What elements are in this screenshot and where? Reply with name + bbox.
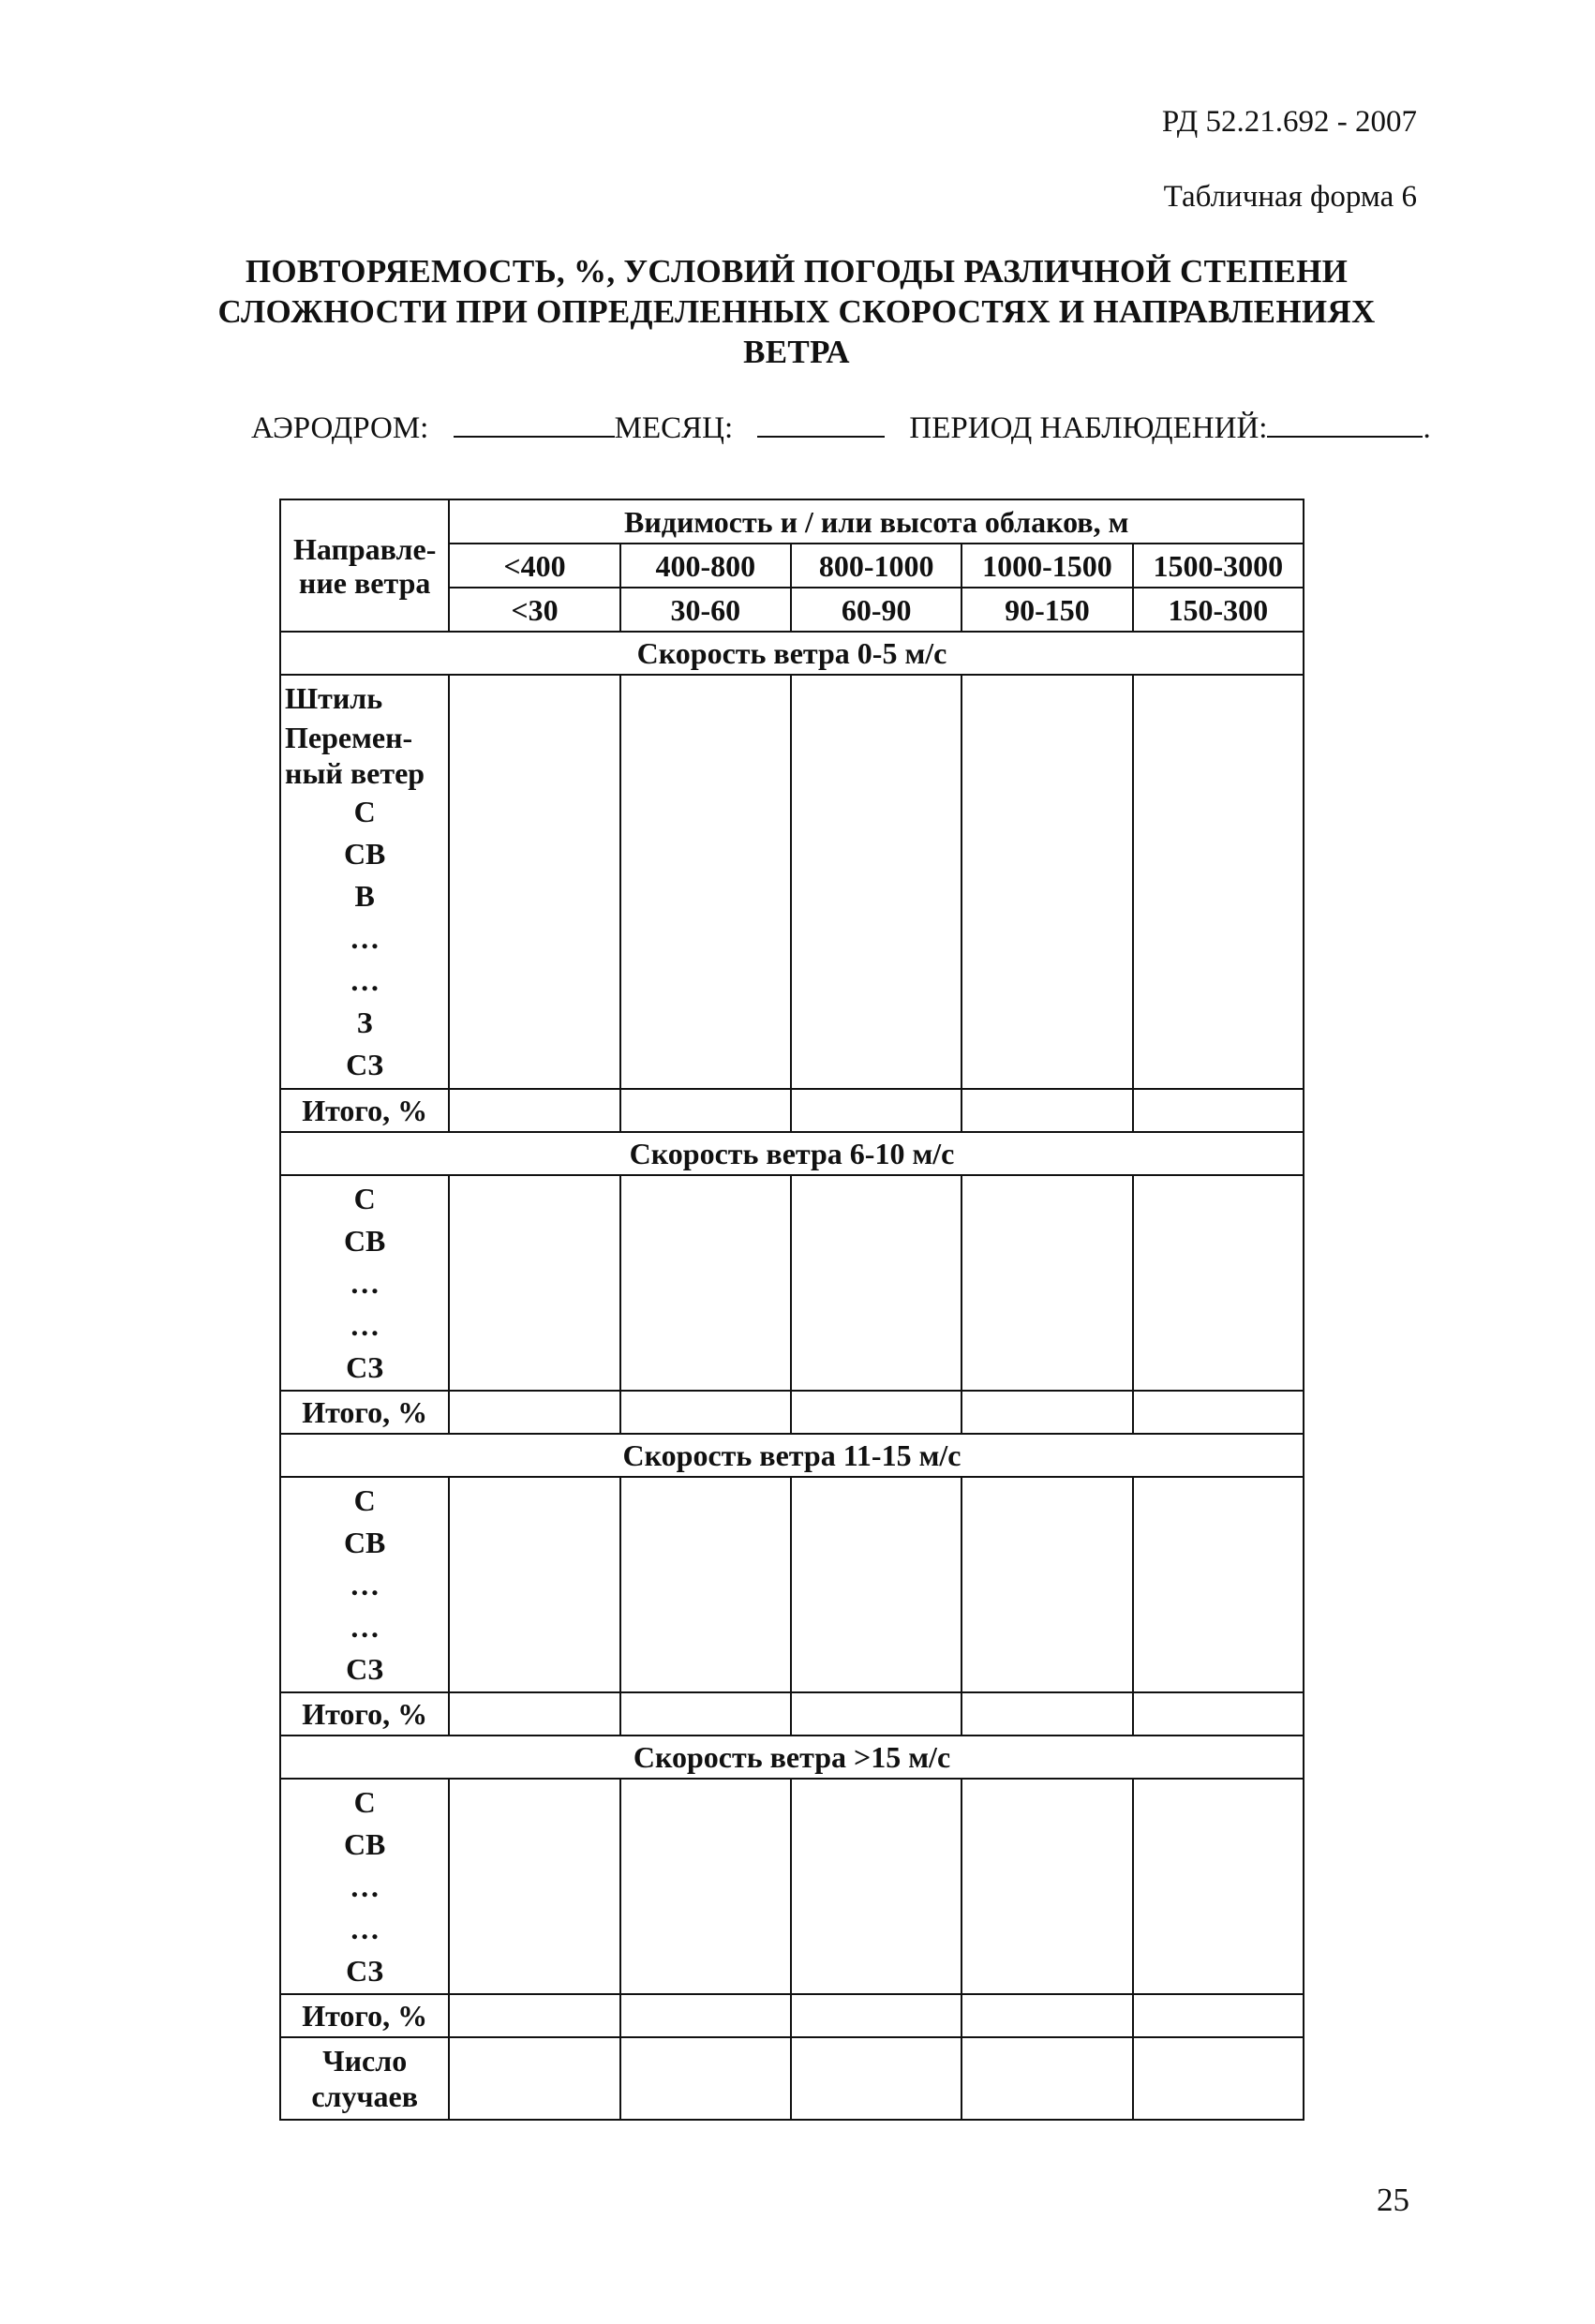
table-row	[280, 1779, 1304, 1994]
data-cell[interactable]	[961, 1089, 1132, 1132]
data-cell[interactable]	[449, 1391, 619, 1434]
direction-label: СЗ	[346, 1953, 384, 1988]
case-count-row	[280, 2037, 1304, 2120]
direction-label: …	[350, 921, 380, 955]
data-cell[interactable]	[1133, 1089, 1304, 1132]
data-cell[interactable]	[620, 1391, 791, 1434]
direction-label: В	[354, 879, 375, 913]
direction-label: …	[350, 1609, 380, 1644]
data-cell[interactable]	[1133, 675, 1304, 1089]
data-cell[interactable]	[1133, 1692, 1304, 1736]
direction-label: СВ	[343, 1525, 386, 1559]
direction-label: …	[350, 1911, 380, 1945]
data-cell[interactable]	[791, 675, 961, 1089]
data-cell[interactable]	[791, 1175, 961, 1391]
visibility-range-cell: 800-1000	[791, 544, 961, 588]
table-row	[280, 1477, 1304, 1692]
direction-label: …	[350, 963, 380, 997]
direction-label: СВ	[343, 1826, 386, 1861]
period-blank	[1267, 410, 1423, 438]
period-end-mark: .	[1423, 411, 1431, 445]
data-cell[interactable]	[791, 1089, 961, 1132]
data-cell[interactable]	[620, 1175, 791, 1391]
data-cell[interactable]	[620, 1994, 791, 2037]
direction-header: Направле-ние ветра	[280, 499, 449, 632]
variable-wind-label: Перемен-ный ветер	[285, 721, 425, 790]
cloud-range-cell: 150-300	[1133, 588, 1304, 632]
direction-label: …	[350, 1567, 380, 1601]
aerodrome-label: АЭРОДРОМ:	[251, 411, 429, 445]
speed-label: Скорость ветра >15 м/с	[280, 1736, 1304, 1779]
form-label: Табличная форма 6	[1163, 180, 1417, 214]
data-cell[interactable]	[449, 1477, 619, 1692]
data-cell[interactable]	[961, 1692, 1132, 1736]
visibility-range-cell: <400	[449, 544, 619, 588]
total-label: Итого, %	[280, 1391, 449, 1434]
period-label: ПЕРИОД НАБЛЮДЕНИЙ:	[909, 411, 1268, 445]
total-row	[280, 1994, 1304, 2037]
total-row	[280, 1089, 1304, 1132]
data-cell[interactable]	[961, 1391, 1132, 1434]
direction-label: С	[353, 1784, 376, 1819]
wind-weather-table	[279, 499, 1304, 2121]
data-cell[interactable]	[620, 1692, 791, 1736]
data-cell[interactable]	[449, 1175, 619, 1391]
speed-row-6-10	[280, 1132, 1304, 1175]
direction-label: …	[350, 1265, 380, 1300]
month-label: МЕСЯЦ:	[614, 411, 734, 445]
data-cell[interactable]	[449, 1779, 619, 1994]
visibility-range-cell: 1000-1500	[961, 544, 1132, 588]
table-header-row	[280, 499, 1304, 544]
direction-list	[280, 1779, 449, 1994]
direction-label: …	[350, 1307, 380, 1342]
data-cell[interactable]	[1133, 2037, 1304, 2120]
speed-label: Скорость ветра 0-5 м/с	[280, 632, 1304, 675]
data-cell[interactable]	[791, 1994, 961, 2037]
direction-label: СВ	[343, 1223, 386, 1258]
data-cell[interactable]	[791, 1779, 961, 1994]
data-cell[interactable]	[961, 1175, 1132, 1391]
total-label: Итого, %	[280, 1994, 449, 2037]
data-cell[interactable]	[449, 675, 619, 1089]
table-row	[280, 675, 1304, 1089]
speed-row-11-15	[280, 1434, 1304, 1477]
month-blank	[757, 410, 885, 438]
data-cell[interactable]	[449, 1994, 619, 2037]
direction-label: З	[356, 1006, 373, 1039]
cloud-range-cell: 90-150	[961, 588, 1132, 632]
data-cell[interactable]	[791, 1692, 961, 1736]
direction-label: СЗ	[346, 1048, 384, 1081]
data-cell[interactable]	[961, 1477, 1132, 1692]
speed-row-0-5	[280, 632, 1304, 675]
data-cell[interactable]	[449, 1089, 619, 1132]
data-cell[interactable]	[791, 2037, 961, 2120]
direction-label: СВ	[343, 837, 386, 871]
aerodrome-blank	[454, 410, 615, 438]
data-cell[interactable]	[620, 675, 791, 1089]
count-label: Число случаев	[280, 2037, 449, 2120]
data-cell[interactable]	[1133, 1779, 1304, 1994]
data-cell[interactable]	[1133, 1175, 1304, 1391]
data-cell[interactable]	[961, 675, 1132, 1089]
direction-label: С	[353, 795, 376, 828]
visibility-range-cell: 1500-3000	[1133, 544, 1304, 588]
page-title: ПОВТОРЯЕМОСТЬ, %, УСЛОВИЙ ПОГОДЫ РАЗЛИЧНОЙ СТЕПЕНИ СЛОЖНОСТИ ПРИ ОПРЕДЕЛЕННЫХ СКОРОСТЯХ И НАПРАВЛЕНИЯХ ВЕТРА	[217, 253, 1376, 370]
total-label: Итого, %	[280, 1089, 449, 1132]
speed-row-over-15	[280, 1736, 1304, 1779]
speed-label: Скорость ветра 6-10 м/с	[280, 1132, 1304, 1175]
data-cell[interactable]	[620, 1089, 791, 1132]
direction-label: …	[350, 1869, 380, 1903]
visibility-header: Видимость и / или высота облаков, м	[449, 499, 1304, 544]
cloud-range-cell: <30	[449, 588, 619, 632]
direction-label: СЗ	[346, 1651, 384, 1686]
table-row	[280, 1175, 1304, 1391]
visibility-range-cell: 400-800	[620, 544, 791, 588]
data-cell[interactable]	[791, 1391, 961, 1434]
cloud-range-cell: 30-60	[620, 588, 791, 632]
total-row	[280, 1692, 1304, 1736]
data-cell[interactable]	[1133, 1994, 1304, 2037]
calm-label: Штиль	[285, 681, 383, 715]
data-cell[interactable]	[449, 1692, 619, 1736]
data-cell[interactable]	[791, 1477, 961, 1692]
data-cell[interactable]	[620, 1779, 791, 1994]
direction-label: С	[353, 1181, 376, 1215]
direction-list	[280, 1175, 449, 1391]
total-label: Итого, %	[280, 1692, 449, 1736]
total-row	[280, 1391, 1304, 1434]
document-code: РД 52.21.692 - 2007	[1161, 105, 1417, 139]
direction-label: СЗ	[346, 1349, 384, 1384]
data-cell[interactable]	[961, 2037, 1132, 2120]
data-cell[interactable]	[449, 2037, 619, 2120]
data-cell[interactable]	[961, 1779, 1132, 1994]
speed-label: Скорость ветра 11-15 м/с	[280, 1434, 1304, 1477]
data-cell[interactable]	[1133, 1477, 1304, 1692]
form-fields	[251, 410, 1431, 446]
page-number: 25	[1377, 2182, 1409, 2218]
direction-list	[280, 1477, 449, 1692]
data-cell[interactable]	[1133, 1391, 1304, 1434]
data-cell[interactable]	[620, 1477, 791, 1692]
cloud-range-cell: 60-90	[791, 588, 961, 632]
direction-list	[280, 675, 449, 1089]
data-cell[interactable]	[961, 1994, 1132, 2037]
direction-label: С	[353, 1482, 376, 1517]
data-cell[interactable]	[620, 2037, 791, 2120]
